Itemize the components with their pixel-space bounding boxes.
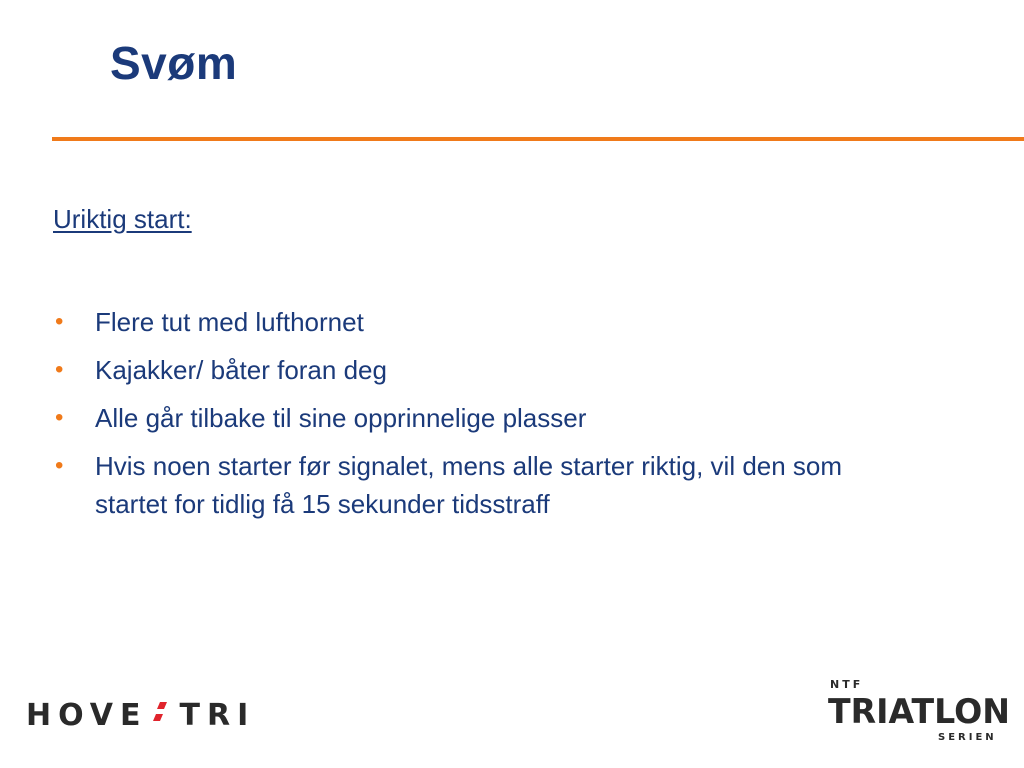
section-subheading: Uriktig start:	[53, 204, 192, 234]
serien-text: SERIEN	[938, 732, 997, 743]
bullet-text: Flere tut med lufthornet	[95, 307, 364, 337]
hove-text: HOVE	[26, 697, 148, 733]
bullet-marker: •	[55, 308, 64, 335]
bullet-item	[53, 399, 953, 437]
hove-tri-logo	[26, 698, 255, 732]
slide-title: Svøm	[110, 37, 238, 89]
bullet-item	[53, 303, 953, 341]
bullet-marker: •	[55, 452, 64, 479]
tri-text: TRI	[179, 697, 256, 733]
bullet-marker: •	[55, 404, 64, 431]
bullet-list	[53, 303, 953, 533]
ntf-triatlon-serien-logo	[826, 676, 1016, 746]
ntf-text: NTF	[830, 678, 864, 691]
title-divider	[52, 137, 1024, 141]
slash-dots-icon	[150, 698, 172, 733]
triatlon-text: TRIATLON	[828, 692, 1010, 732]
bullet-item	[53, 447, 953, 523]
bullet-text: Kajakker/ båter foran deg	[95, 355, 387, 385]
bullet-text: Alle går tilbake til sine opprinnelige plasser	[95, 403, 587, 433]
bullet-marker: •	[55, 356, 64, 383]
bullet-item	[53, 351, 953, 389]
bullet-text: Hvis noen starter før signalet, mens alle starter riktig, vil den som startet for tidlig få 15 sekunder tidsstraff	[95, 451, 843, 519]
